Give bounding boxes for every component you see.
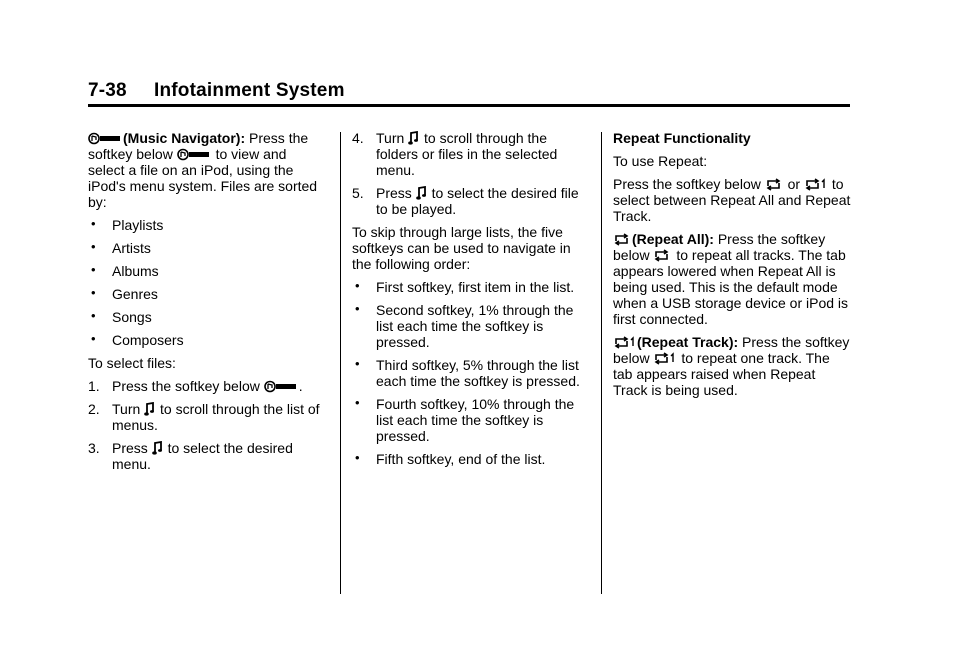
text: Press the softkey below [613, 231, 826, 263]
list-item: • Fourth softkey, 10% through the list each time the softkey is pressed. [352, 396, 590, 444]
step-number: 3. [88, 440, 100, 456]
repeat-all-icon [765, 178, 782, 191]
list-item: • Second softkey, 1% through the list each time the softkey is pressed. [352, 302, 590, 350]
repeat-one-icon [804, 178, 826, 191]
music-navigator-icon [264, 380, 296, 393]
column-divider [601, 132, 602, 594]
text: Press the softkey below [613, 176, 765, 192]
list-item: • Fifth softkey, end of the list. [352, 451, 590, 467]
step-number: 1. [88, 378, 100, 394]
list-item: • Composers [88, 332, 324, 348]
text: to select between Repeat All and Repeat Track. [613, 176, 851, 224]
step-2 [88, 401, 324, 433]
repeat-one-icon [653, 352, 675, 365]
repeat-one-icon [613, 336, 635, 349]
text: Press the softkey below [112, 378, 264, 394]
repeat-intro-paragraph [613, 176, 853, 224]
text: to scroll through the list of menus. [112, 401, 320, 433]
music-note-knob-icon [152, 441, 162, 455]
list-item: • Albums [88, 263, 324, 279]
text: to view and select a file on an iPod, using the iPod's menu system. Files are sorted by: [88, 146, 318, 210]
text: to repeat one track. The tab appears raised when Repeat Track is being used. [613, 350, 830, 398]
step-5 [352, 185, 590, 217]
text: Turn [376, 130, 409, 146]
step-number: 2. [88, 401, 100, 417]
header-rule [88, 104, 850, 107]
text: to scroll through the folders or files in the selected menu. [376, 130, 558, 178]
repeat-track-paragraph [613, 334, 853, 398]
list-item: • Genres [88, 286, 324, 302]
select-files-intro: To select files: [88, 355, 176, 371]
music-navigator-title: (Music Navigator): [123, 130, 246, 146]
step-1 [88, 378, 324, 394]
use-repeat-text: To use Repeat: [613, 153, 708, 169]
column-2 [352, 130, 590, 474]
chapter-title: Infotainment System [154, 80, 345, 101]
step-3 [88, 440, 324, 472]
music-note-knob-icon [144, 402, 154, 416]
music-note-knob-icon [408, 131, 418, 145]
column-3 [613, 130, 853, 405]
skip-paragraph: To skip through large lists, the five softkeys can be used to navigate in the following order: [352, 224, 571, 272]
page-header [88, 80, 345, 102]
text: . [298, 378, 303, 394]
music-navigator-paragraph [88, 130, 324, 210]
repeat-all-title: (Repeat All): [632, 231, 714, 247]
text: Press [112, 440, 152, 456]
column-divider [340, 132, 341, 594]
repeat-all-icon [653, 249, 670, 262]
music-navigator-icon [177, 148, 209, 161]
text: or [783, 176, 804, 192]
text: to select the desired menu. [112, 440, 293, 472]
repeat-track-title: (Repeat Track): [637, 334, 739, 350]
step-number: 4. [352, 130, 364, 146]
list-item: • First softkey, first item in the list. [352, 279, 590, 295]
list-item: • Playlists [88, 217, 324, 233]
text: Press [376, 185, 416, 201]
section-number: 7-38 [88, 80, 127, 101]
list-item: • Artists [88, 240, 324, 256]
repeat-heading: Repeat Functionality [613, 130, 751, 146]
repeat-all-paragraph [613, 231, 853, 327]
text: Press the softkey below [613, 334, 850, 366]
step-number: 5. [352, 185, 364, 201]
text: Press the softkey below [88, 130, 309, 162]
step-4 [352, 130, 590, 178]
text: to select the desired file to be played. [376, 185, 579, 217]
list-item: • Songs [88, 309, 324, 325]
music-note-knob-icon [416, 186, 426, 200]
list-item: • Third softkey, 5% through the list each time the softkey is pressed. [352, 357, 590, 389]
text: to repeat all tracks. The tab appears lowered when Repeat All is being used. This is the default mode when a USB storage device or iPod is first connected. [613, 247, 849, 327]
text: Turn [112, 401, 145, 417]
column-1 [88, 130, 324, 479]
music-navigator-icon [88, 132, 120, 145]
repeat-all-icon [613, 233, 630, 246]
